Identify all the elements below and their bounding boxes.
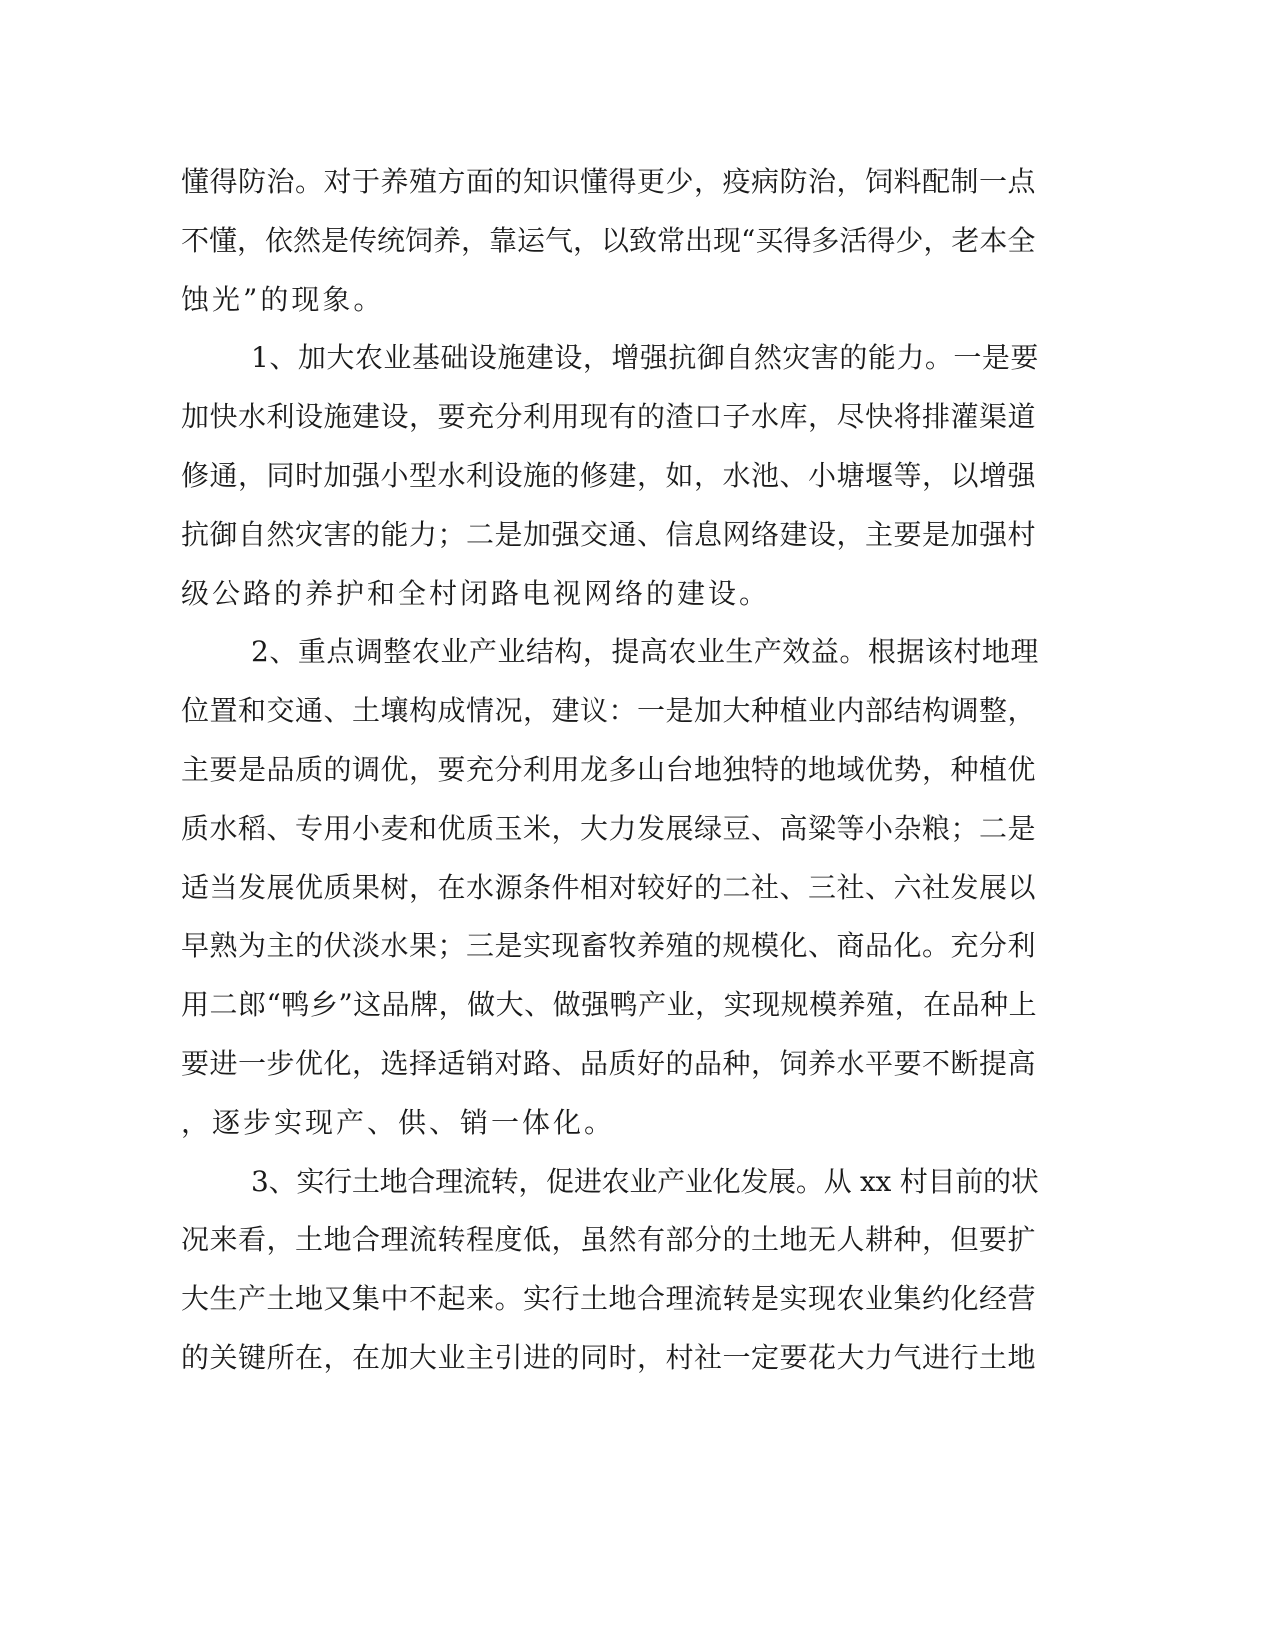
text-line: 的关键所在，在加大业主引进的同时，村社一定要花大力气进行土地 xyxy=(181,1340,1037,1374)
text-line: 大生产土地又集中不起来。实行土地合理流转是实现农业集约化经营 xyxy=(181,1282,1037,1316)
text-line: 要进一步优化，选择适销对路、品质好的品种，饲养水平要不断提高 xyxy=(181,1046,1037,1080)
text-line: ，逐步实现产、供、销一体化。 xyxy=(181,1105,616,1139)
text-line: 早熟为主的伏淡水果；三是实现畜牧养殖的规模化、商品化。充分利 xyxy=(181,929,1037,963)
text-line: 适当发展优质果树，在水源条件相对较好的二社、三社、六社发展以 xyxy=(181,870,1037,904)
text-line: 懂得防治。对于养殖方面的知识懂得更少，疫病防治，饲料配制一点 xyxy=(181,165,1037,198)
text-line: 1、加大农业基础设施建设，增强抗御自然灾害的能力。一是要 xyxy=(251,341,1039,375)
text-line: 质水稻、专用小麦和优质玉米，大力发展绿豆、高粱等小杂粮；二是 xyxy=(181,811,1037,845)
text-line: 加快水利设施建设，要充分利用现有的渣口子水库，尽快将排灌渠道 xyxy=(181,400,1037,434)
text-line: 位置和交通、土壤构成情况，建议：一是加大种植业内部结构调整， xyxy=(181,694,1037,728)
text-line: 不懂，依然是传统饲养，靠运气，以致常出现“买得多活得少，老本全 xyxy=(181,223,1036,257)
text-line: 况来看，土地合理流转程度低，虽然有部分的土地无人耕种，但要扩 xyxy=(181,1223,1037,1257)
text-line: 蚀光”的现象。 xyxy=(181,282,385,316)
text-line: 3、实行土地合理流转，促进农业产业化发展。从 xx 村目前的状 xyxy=(251,1164,1039,1198)
document-body xyxy=(181,160,1041,1395)
text-line: 2、重点调整农业产业结构，提高农业生产效益。根据该村地理 xyxy=(251,635,1039,669)
text-line: 级公路的养护和全村闭路电视网络的建设。 xyxy=(181,576,771,610)
text-line: 主要是品质的调优，要充分利用龙多山台地独特的地域优势，种植优 xyxy=(181,752,1037,786)
text-line: 用二郎“鸭乡”这品牌，做大、做强鸭产业，实现规模养殖，在品种上 xyxy=(181,988,1038,1022)
text-line: 修通，同时加强小型水利设施的修建，如，水池、小塘堰等，以增强 xyxy=(181,458,1037,492)
text-line: 抗御自然灾害的能力；二是加强交通、信息网络建设，主要是加强村 xyxy=(181,517,1037,551)
